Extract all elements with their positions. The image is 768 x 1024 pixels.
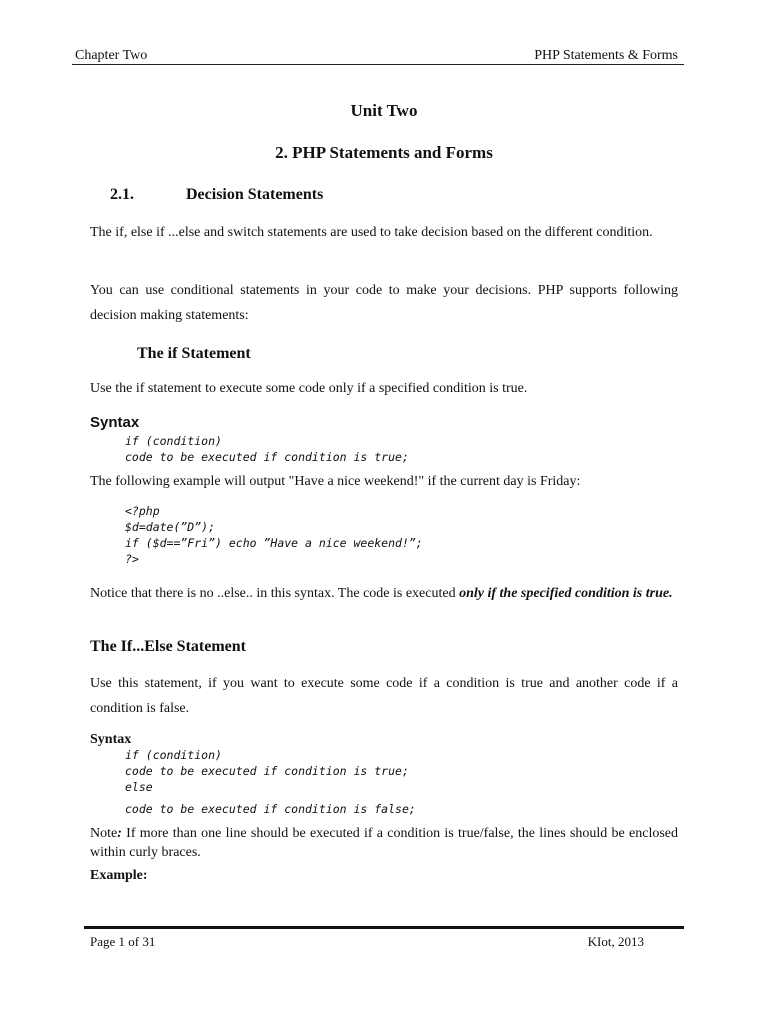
if-syntax-line: code to be executed if condition is true;	[125, 450, 409, 464]
if-example-code-line: if ($d==”Fri”) echo ”Have a nice weekend!”;	[125, 536, 423, 550]
ifelse-syntax-line: else	[125, 780, 153, 794]
note-colon: :	[117, 826, 122, 841]
ifelse-syntax-line: if (condition)	[125, 748, 222, 762]
header-chapter: Chapter Two	[75, 48, 148, 63]
ifelse-syntax-line: code to be executed if condition is false;	[125, 802, 416, 816]
if-example-intro: The following example will output "Have a nice weekend!" if the current day is Friday:	[90, 474, 581, 489]
if-syntax-line: if (condition)	[125, 434, 222, 448]
chapter-title: 2. PHP Statements and Forms	[275, 143, 493, 162]
header-rule	[72, 64, 684, 65]
notice-text: Notice that there is no ..else.. in this syntax. The code is executed	[90, 586, 460, 601]
note-text: If more than one line should be executed if a condition is true/false, the lines should be enclosed within curly braces.	[90, 826, 678, 860]
ifelse-syntax-label: Syntax	[90, 732, 132, 747]
intro-paragraph-2: You can use conditional statements in your code to make your decisions. PHP supports following decision making statements:	[90, 283, 678, 323]
intro-paragraph-1: The if, else if ...else and switch statements are used to take decision based on the different condition.	[90, 225, 653, 240]
if-statement-description: Use the if statement to execute some code only if a specified condition is true.	[90, 381, 528, 396]
page-number: Page 1 of 31	[90, 934, 156, 949]
ifelse-note-paragraph	[90, 824, 678, 862]
ifelse-example-label: Example:	[90, 868, 148, 883]
ifelse-syntax-line: code to be executed if condition is true;	[125, 764, 409, 778]
footer-rule	[84, 926, 684, 929]
if-example-code-line: $d=date(”D”);	[125, 520, 216, 534]
if-statement-heading: The if Statement	[137, 345, 251, 362]
note-label: Note	[90, 826, 118, 841]
section-number: 2.1.	[110, 186, 134, 203]
footer-author-year: KIot, 2013	[587, 934, 644, 949]
if-example-code-line: <?php	[125, 504, 160, 518]
section-title: Decision Statements	[186, 186, 324, 203]
if-example-code-line: ?>	[125, 552, 139, 566]
if-notice-paragraph	[90, 584, 678, 603]
ifelse-description: Use this statement, if you want to execute some code if a condition is true and another code if a condition is false.	[90, 676, 678, 716]
header-topic: PHP Statements & Forms	[534, 48, 678, 63]
ifelse-statement-heading: The If...Else Statement	[90, 638, 246, 655]
notice-emphasis: only if the specified condition is true.	[459, 586, 673, 601]
unit-title: Unit Two	[350, 101, 418, 120]
if-syntax-label: Syntax	[90, 414, 140, 431]
